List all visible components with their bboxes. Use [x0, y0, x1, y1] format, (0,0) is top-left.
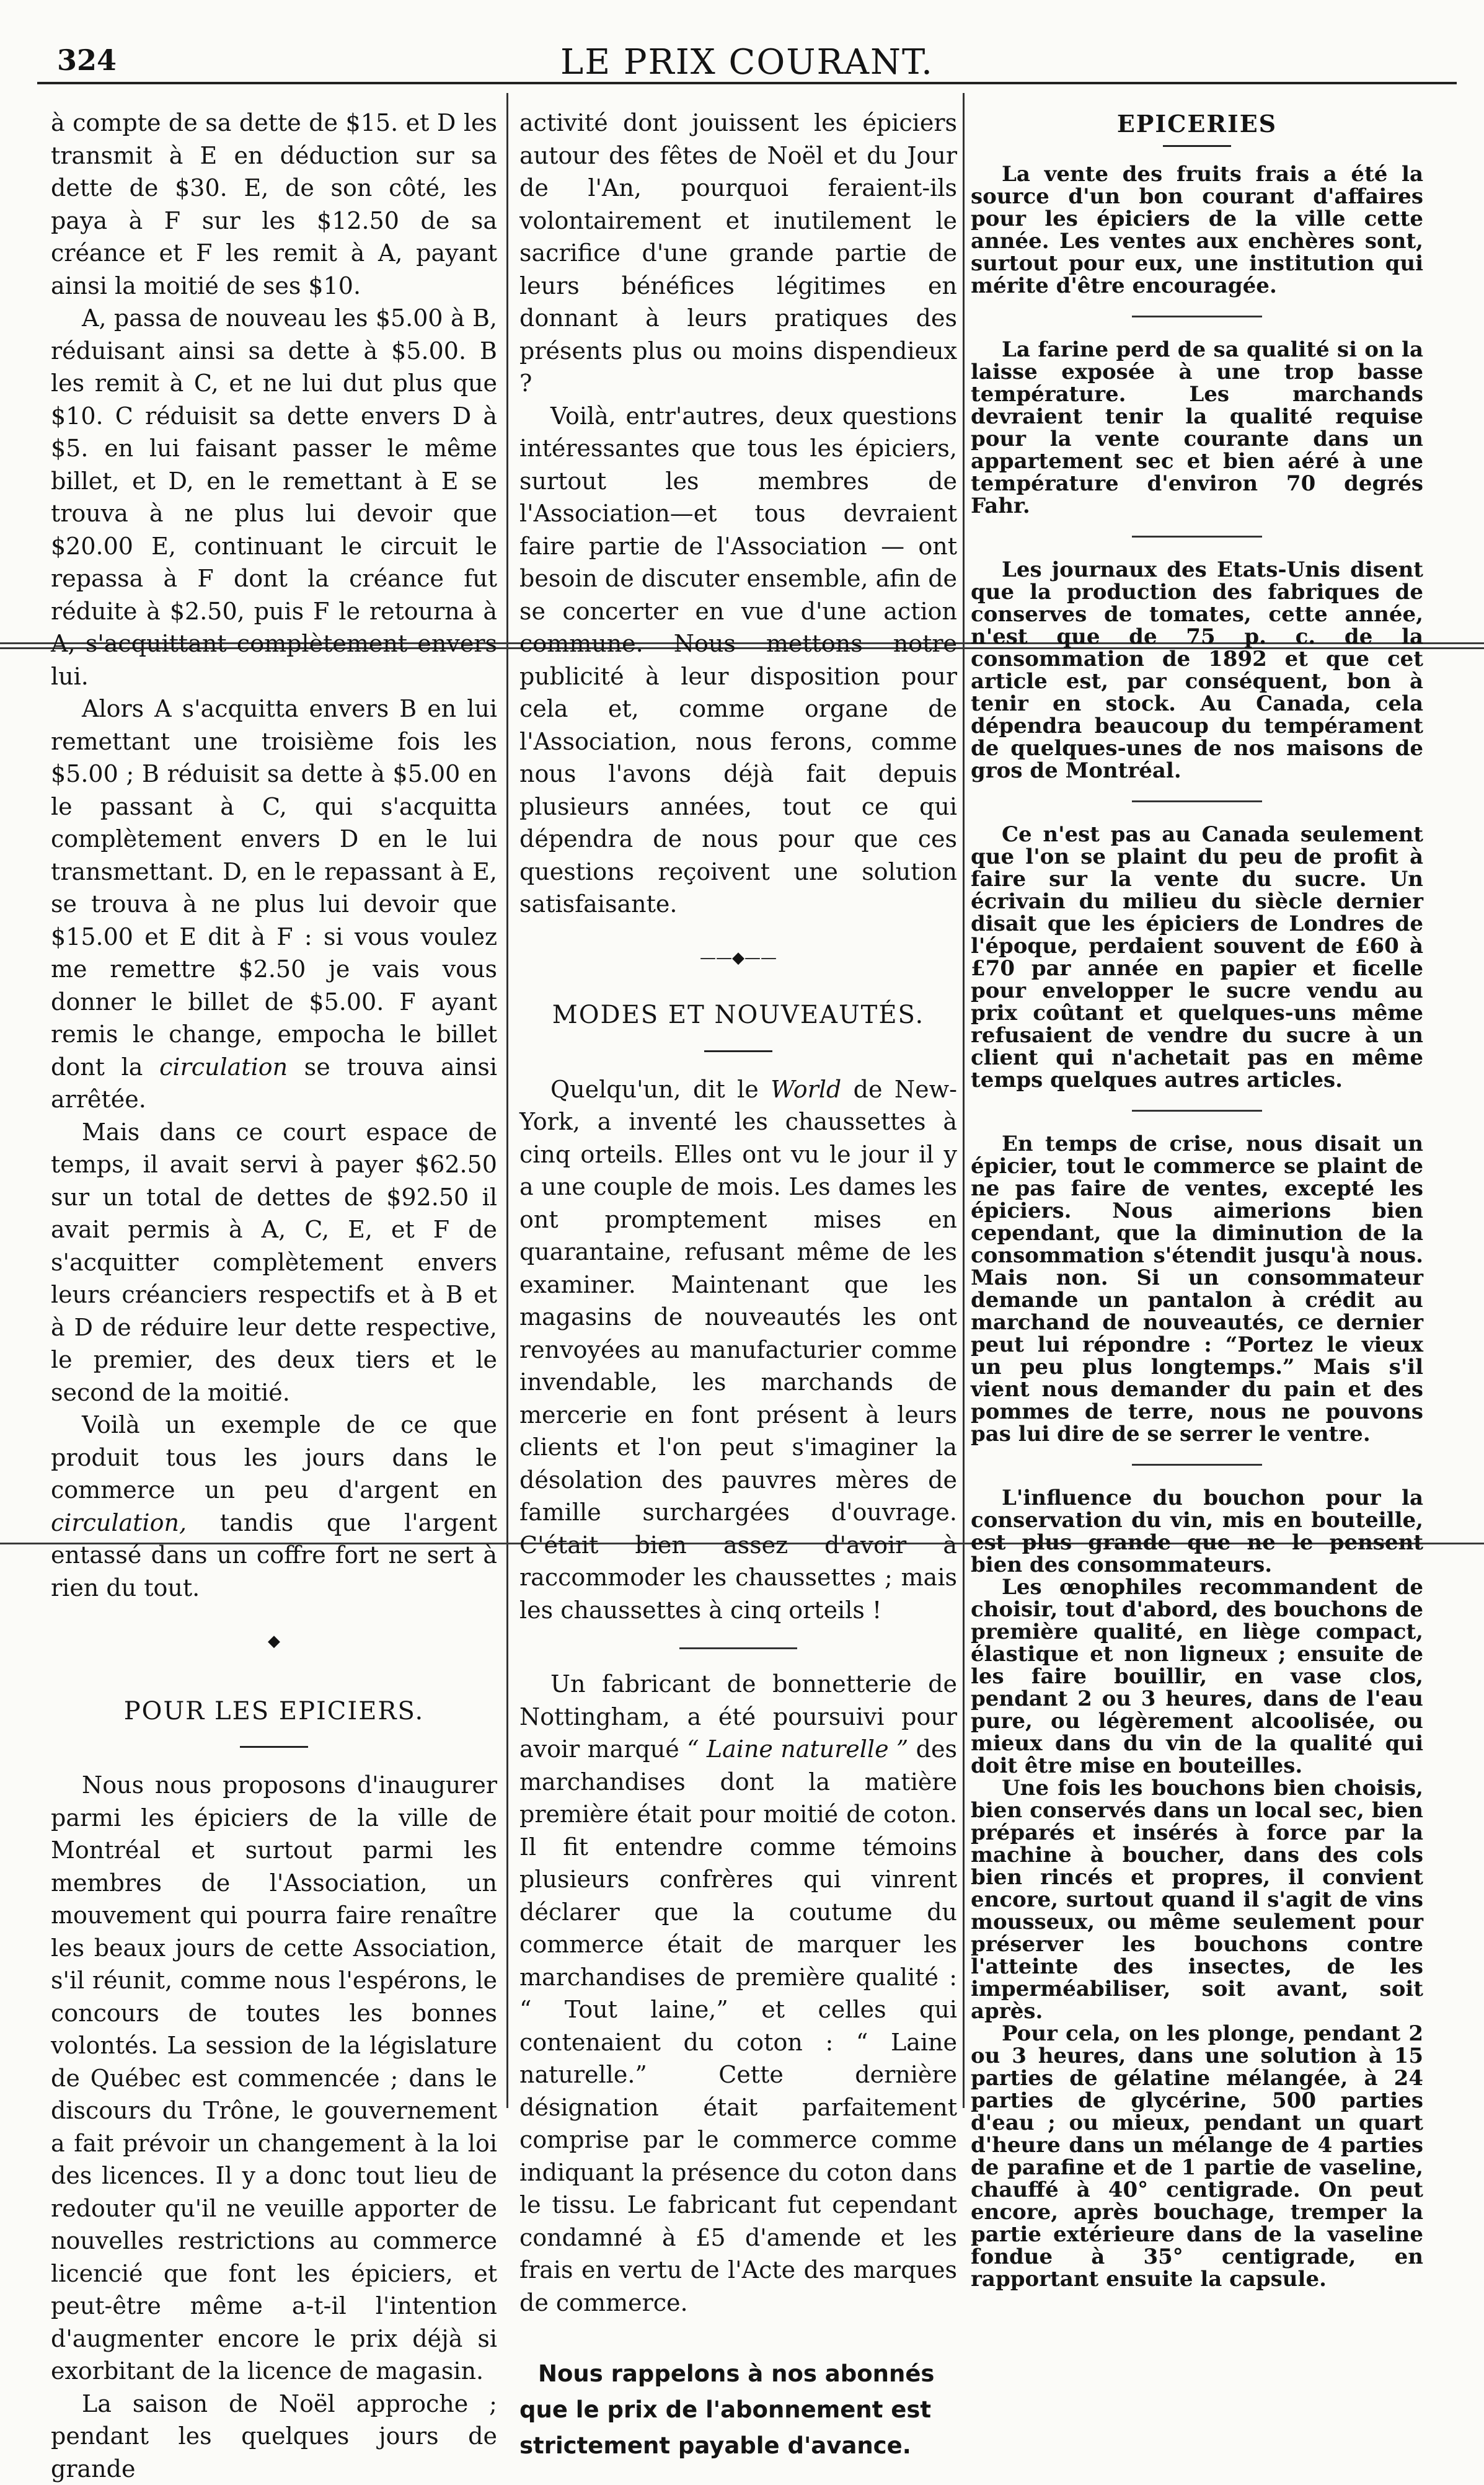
article-paragraph	[51, 693, 497, 1116]
notice-line: que le prix de l'abonnement est	[519, 2392, 957, 2428]
news-item: Une fois les bouchons bien choisis, bien conservés dans un local sec, bien préparés et insérés à force par la machine à boucher, dans des cols bien rincés et propres, il convient encore, surtout quand il s'agit de vins mousseux, ou même seulement pour préserver les bouchons contre l'atteinte des insectes, de les imperméabiliser, soit avant, soit après.	[971, 1777, 1423, 2022]
emphasis-text: circulation	[159, 1053, 288, 1081]
title-rule	[1163, 145, 1231, 147]
article-paragraph: Mais dans ce court espace de temps, il avait servi à payer $62.50 sur un total de dettes de $92.50 il avait permis à A, C, E, et F de s'acquitter complètement envers leurs créanciers respectifs et à B et à D de réduire leur dette respective, le premier, des deux tiers et le second de la moitié.	[51, 1116, 497, 1409]
article-paragraph	[519, 1668, 957, 2319]
column-rule	[506, 93, 508, 2108]
notice-line: strictement payable d'avance.	[519, 2428, 957, 2464]
subscription-notice	[519, 2356, 957, 2464]
emphasis-text: circulation,	[51, 1509, 187, 1536]
news-item: La farine perd de sa qualité si on la laisse exposée à une trop basse température. Les marchands devraient tenir la qualité requise pour la vente courante dans un appartement sec et bien aéré à une température d'environ 70 degrés Fahr.	[971, 339, 1423, 517]
news-item: Pour cela, on les plonge, pendant 2 ou 3 heures, dans une solution à 15 parties de gélatine mélangée, à 24 parties de glycérine, 500 parties d'eau ; ou mieux, pendant un quart d'heure dans un mélange de 4 parties de parafine et de 1 partie de vaseline, chauffé à 40° centigrade. On peut encore, après bouchage, tremper la partie extérieure dans de la vaseline fondue à 35° centigrade, en rapportant ensuite la capsule.	[971, 2022, 1423, 2290]
column-2	[519, 107, 957, 2097]
article-paragraph: La saison de Noël approche ; pendant les quelques jours de grande	[51, 2388, 497, 2485]
notice-line: Nous rappelons à nos abonnés	[519, 2356, 957, 2392]
news-item: En temps de crise, nous disait un épicier, tout le commerce se plaint de ne pas faire de ventes, excepté les épiciers. Nous aimerions bien cependant, que la diminution de la consommation s'étendit jusqu'à nous. Mais non. Si un consommateur demande un pantalon à crédit au marchand de nouveautés, ce dernier peut lui répondre : “Portez le vieux un peu plus longtemps.” Mais s'il vient nous demander du pain et des pommes de terre, nous ne pouvons pas lui dire de se serrer le ventre.	[971, 1133, 1423, 1445]
ornament: ◆	[51, 1625, 497, 1658]
item-separator	[1132, 536, 1262, 538]
article-paragraph	[51, 1409, 497, 1604]
column-rule	[963, 93, 965, 2108]
section-title-modes-et-nouveautes: MODES ET NOUVEAUTÉS.	[519, 999, 957, 1032]
title-rule	[704, 1050, 772, 1052]
article-paragraph: Voilà, entr'autres, deux questions intéressantes que tous les épiciers, surtout les membres de l'Association—et tous devraient faire partie de l'Association — ont besoin de discuter ensemble, afin de se concerter en vue d'une action commune. Nous mettons notre publicité à leur disposition pour cela et, comme organe de l'Association, nous ferons, comme nous l'avons déjà fait depuis plusieurs années, tout ce qui dépendra de nous pour que ces questions reçoivent une solution satisfaisante.	[519, 400, 957, 921]
emphasis-text: “ Laine naturelle ”	[687, 1735, 908, 1763]
paragraph-text: Un fabricant de bonnetterie de Nottingham, a été poursuivi pour avoir marqué	[519, 1670, 957, 1763]
news-item: Les œnophiles recommandent de choisir, tout d'abord, des bouchons de première qualité, en liège compact, élastique et non ligneux ; ensuite de les faire bouillir, en vase clos, pendant 2 ou 3 heures, dans de l'eau pure, ou légèrement alcoolisée, ou mieux dans du vin de la qualité qui doit être mise en bouteilles.	[971, 1576, 1423, 1777]
news-item: La vente des fruits frais a été la source d'un bon courant d'affaires pour les épiciers de la ville cette année. Les ventes aux enchères sont, surtout pour eux, une institution qui mérite d'être encouragée.	[971, 163, 1423, 297]
paragraph-text: Voilà un exemple de ce que produit tous les jours dans le commerce un peu d'argent en	[51, 1411, 497, 1504]
news-item: Les journaux des Etats-Unis disent que la production des fabriques de conserves de tomates, cette année, n'est que de 75 p. c. de la consommation de 1892 et que cet article est, par conséquent, bon à tenir en stock. Au Canada, cela dépendra beaucoup du tempérament de quelques-unes de nos maisons de gros de Montréal.	[971, 559, 1423, 782]
article-paragraph: A, passa de nouveau les $5.00 à B, réduisant ainsi sa dette à $5.00. B les remit à C, et ne lui dut plus que $10. C réduisit sa dette envers D à $5. en lui faisant passer le même billet, et D, en le remettant à E se trouva à ne plus lui devoir que $20.00 E, continuant le circuit le repassa à F dont la créance fut réduite à $2.50, puis F le retourna à A, s'acquittant complètement envers lui.	[51, 302, 497, 693]
article-paragraph: à compte de sa dette de $15. et D les transmit à E en déduction sur sa dette de $30. E, de son côté, les paya à F sur les $12.50 de sa créance et F les remit à A, payant ainsi la moitié de ses $10.	[51, 107, 497, 302]
article-paragraph	[519, 1073, 957, 1627]
article-paragraph: Nous nous proposons d'inaugurer parmi les épiciers de la ville de Montréal et surtout parmi les membres de l'Association, un mouvement qui pourra faire renaître les beaux jours de cette Association, s'il réunit, comme nous l'espérons, le concours de toutes les bonnes volontés. La session de la législature de Québec est commencée ; dans le discours du Trône, le gouvernement a fait prévoir un changement à la loi des licences. Il y a donc tout lieu de redouter qu'il ne veuille apporter de nouvelles restrictions au commerce licencié que font les épiciers, et peut-être même a-t-il l'intention d'augmenter encore le prix déjà si exorbitant de la licence de magasin.	[51, 1769, 497, 2388]
paragraph-text: Quelqu'un, dit le	[550, 1076, 759, 1103]
ornament: ——◆——	[519, 942, 957, 975]
article-separator	[679, 1647, 797, 1649]
title-rule	[240, 1746, 308, 1748]
article-paragraph: activité dont jouissent les épiciers autour des fêtes de Noël et du Jour de l'An, pourquoi feraient-ils volontairement et inutilement le sacrifice d'une grande partie de leurs bénéfices légitimes en donnant à leurs pratiques des présents plus ou moins dispendieux ?	[519, 107, 957, 400]
paragraph-text: tandis que l'argent entassé dans un coffre fort ne sert à rien du tout.	[51, 1509, 497, 1601]
news-item: L'influence du bouchon pour la conservation du vin, mis en bouteille, est plus grande que ne le pensent bien des consommateurs.	[971, 1487, 1423, 1576]
paragraph-text: de New-York, a inventé les chaussettes à cinq orteils. Elles ont vu le jour il y a une couple de mois. Les dames les ont promptement mises en quarantaine, refusant même de les examiner. Maintenant que les magasins de nouveautés les ont renvoyées au manufacturier comme invendable, les marchands de mercerie en font présent à leurs clients et l'on peut s'imaginer la désolation des pauvres mères de famille surchargées d'ouvrage. C'était bien assez d'avoir à raccommoder les chaussettes ; mais les chaussettes à cinq orteils !	[519, 1076, 957, 1624]
column-1	[51, 107, 497, 2097]
paragraph-text: se trouva ainsi arrêtée.	[51, 1053, 497, 1114]
paragraph-text: Alors A s'acquitta envers B en lui remettant une troisième fois les $5.00 ; B réduisit sa dette à $5.00 en le passant à C, qui s'acquitta complètement envers D en le lui transmettant. D, en le repassant à E, se trouva à ne plus lui devoir que $15.00 et E dit à F : si vous voulez me remettre $2.50 je vais vous donner le billet de $5.00. F ayant remis le change, empocha le billet dont la	[51, 695, 497, 1081]
paragraph-text: des marchandises dont la matière première était pour moitié de coton. Il fit entendre comme témoins plusieurs confrères qui vinrent déclarer que la coutume du commerce était de marquer les marchandises de première qualité : “ Tout laine,” et celles qui contenaient du coton : “ Laine naturelle.” Cette dernière désignation était parfaitement comprise par le commerce comme indiquant la présence du coton dans le tissu. Le fabricant fut cependant condamné à £5 d'amende et les frais en vertu de l'Acte des marques de commerce.	[519, 1735, 957, 2316]
page-number: 324	[57, 43, 117, 77]
page-header	[37, 38, 1457, 84]
item-separator	[1132, 1110, 1262, 1112]
item-separator	[1132, 316, 1262, 317]
item-separator	[1132, 800, 1262, 802]
emphasis-text: World	[771, 1076, 841, 1103]
section-title-pour-les-epiciers: POUR LES EPICIERS.	[51, 1695, 497, 1728]
section-title-epiceries: EPICERIES	[971, 113, 1423, 135]
masthead-title: LE PRIX COURANT.	[37, 42, 1457, 82]
column-3	[971, 107, 1423, 2097]
item-separator	[1132, 1464, 1262, 1466]
news-item: Ce n'est pas au Canada seulement que l'on se plaint du peu de profit à faire sur la vente du sucre. Un écrivain du milieu du siècle dernier disait que les épiciers de Londres de l'époque, perdaient souvent de £60 à £70 par année en papier et ficelle pour envelopper le sucre vendu au prix coûtant et quelques-uns même refusaient de vendre du sucre à un client qui n'achetait pas en même temps quelques autres articles.	[971, 823, 1423, 1091]
